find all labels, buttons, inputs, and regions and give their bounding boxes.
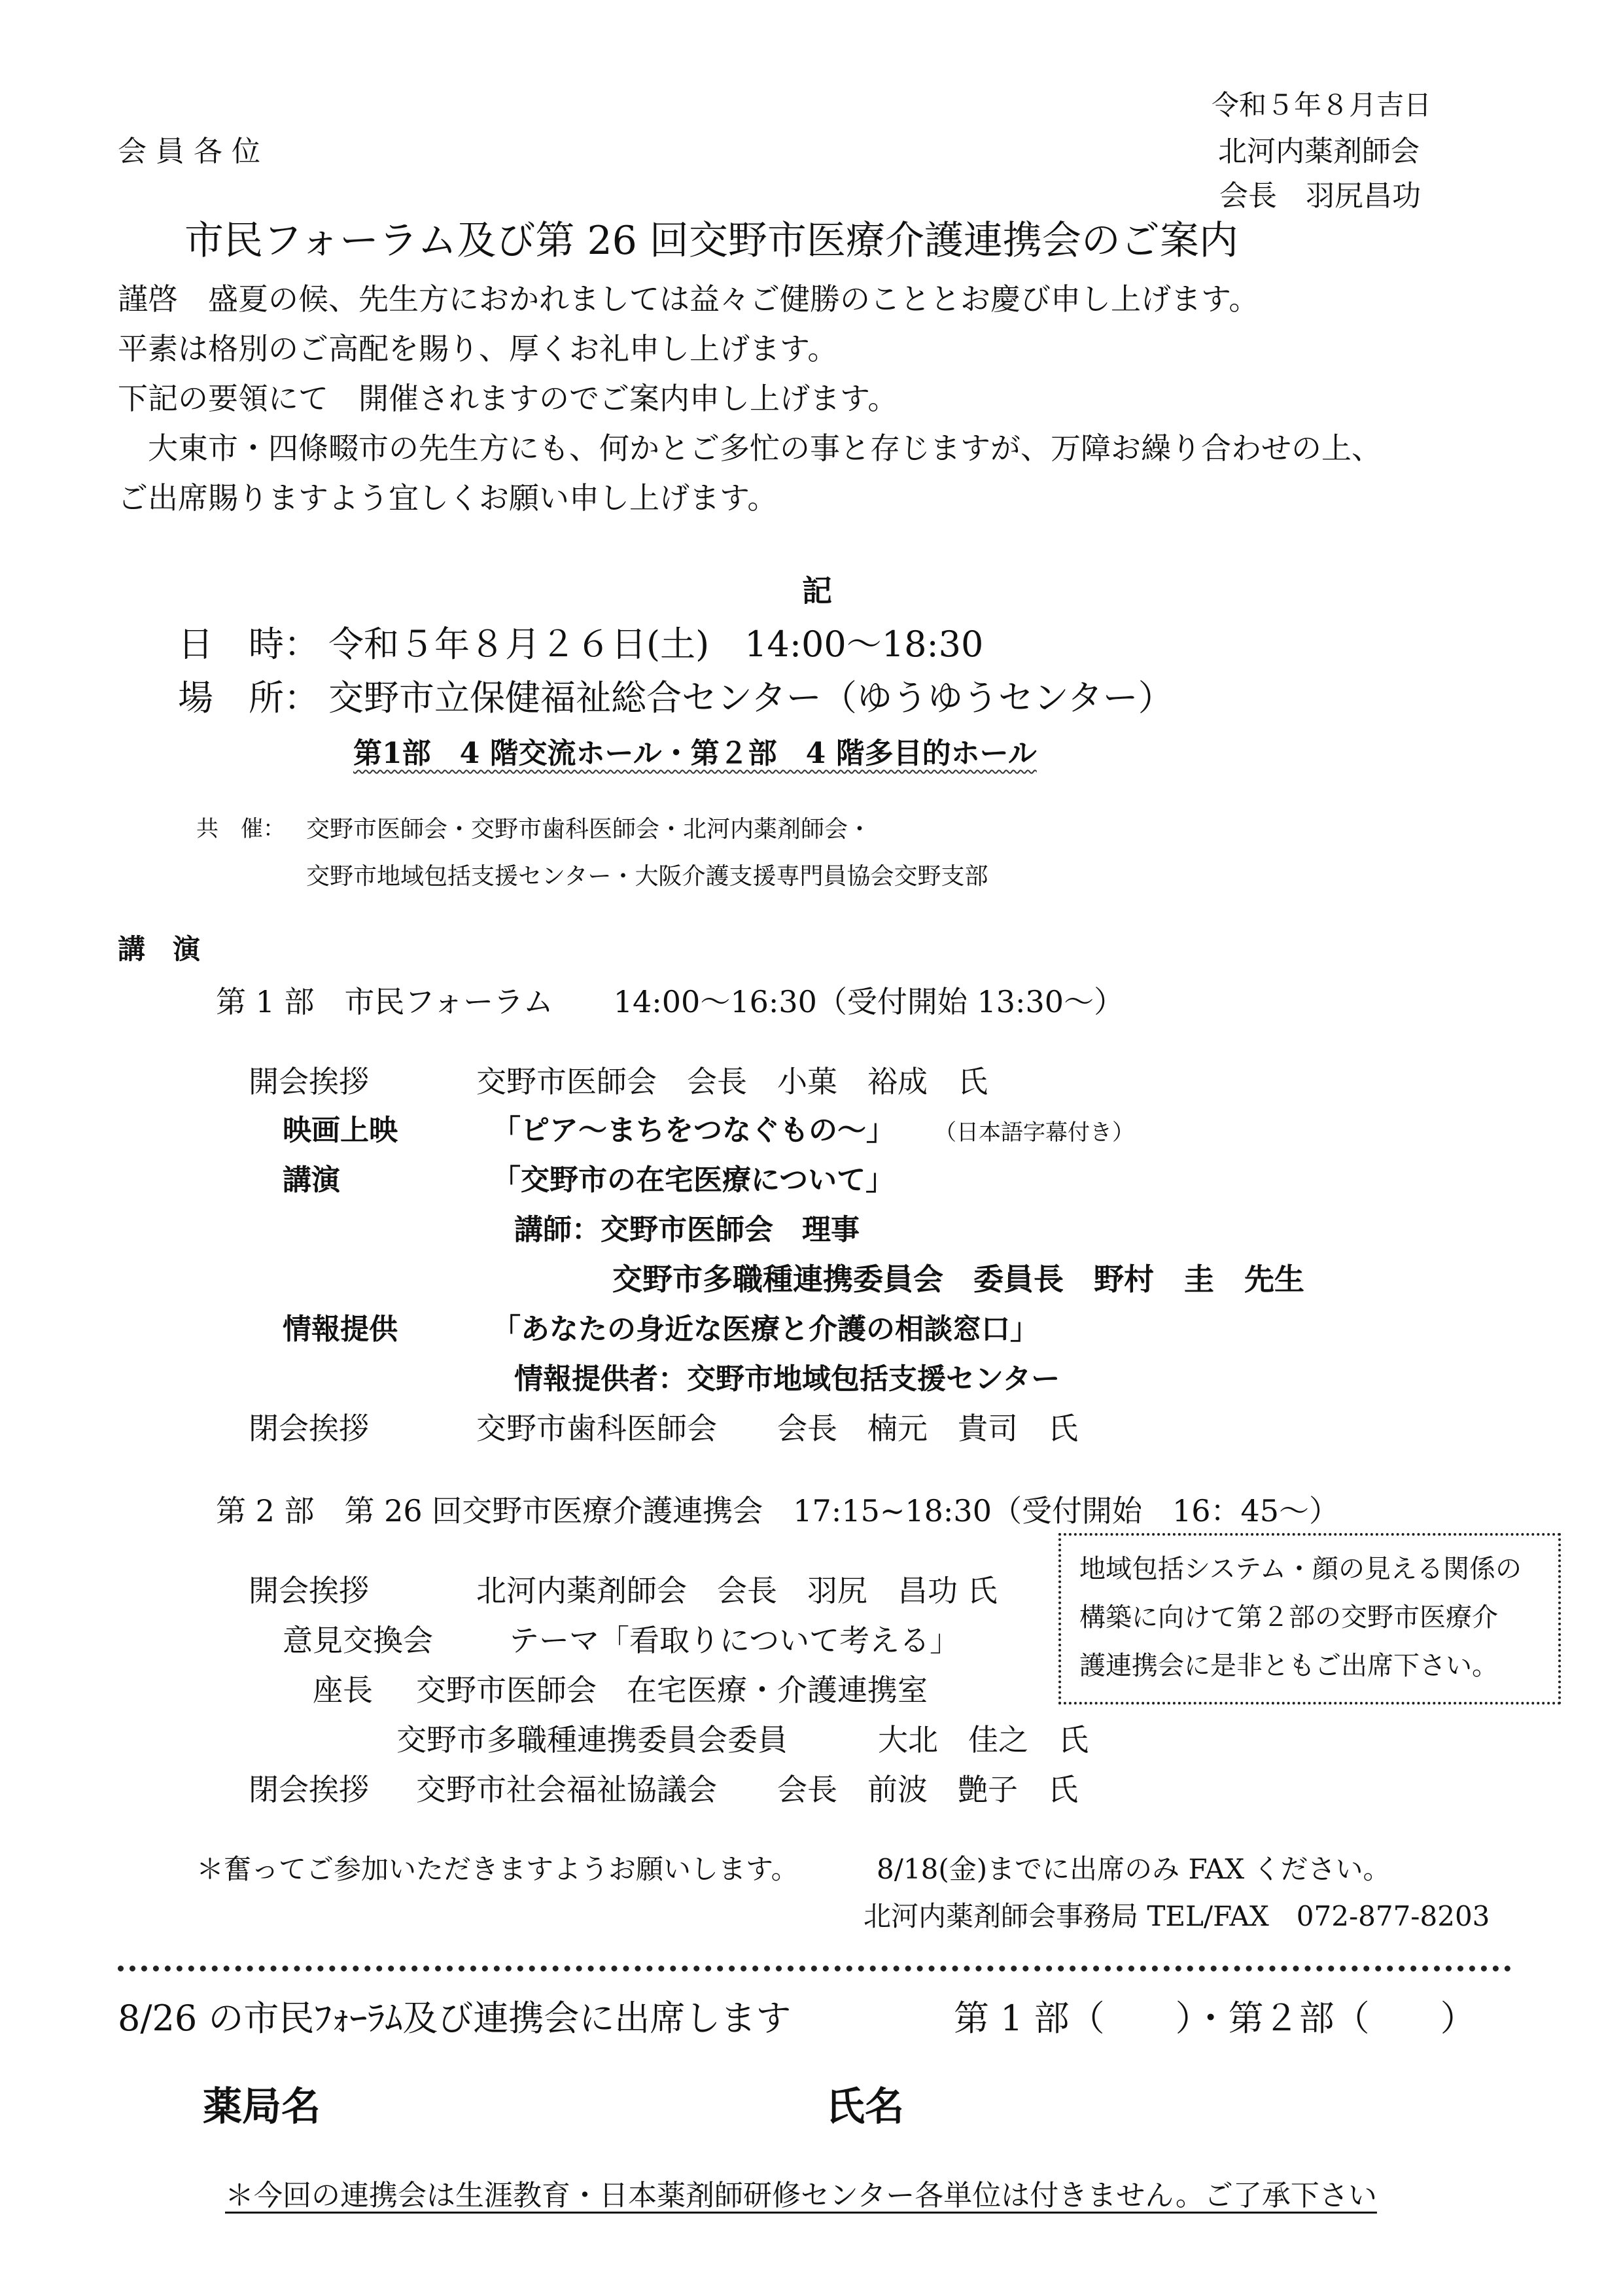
part2-heading: 第 2 部 第 26 回交野市医療介護連携会 17:15~18:30（受付開始 16：45～） bbox=[216, 1493, 1340, 1528]
intro-line-5: ご出席賜りますよう宜しくお願い申し上げます。 bbox=[118, 480, 778, 516]
note-line-1: 地域包括システム・顔の見える関係の bbox=[1079, 1554, 1522, 1584]
part2-closing-text: 交野市社会福祉協議会 会長 前波 艶子 氏 bbox=[416, 1772, 1078, 1807]
part1-lecture-text: 「交野市の在宅医療について」 bbox=[492, 1163, 895, 1197]
note-line-3: 護連携会に是非ともご出席下さい。 bbox=[1079, 1651, 1498, 1681]
intro-line-4: 大東市・四條畷市の先生方にも、何かとご多忙の事と存じますが、万障お繰り合わせの上、 bbox=[118, 431, 1382, 466]
part1-opening-text: 交野市医師会 会長 小菓 裕成 氏 bbox=[476, 1064, 988, 1099]
part2-closing-label: 閉会挨拶 bbox=[249, 1772, 369, 1807]
contact: 北河内薬剤師会事務局 TEL/FAX 072-877-8203 bbox=[864, 1900, 1490, 1932]
place-value: 交野市立保健福祉総合センター（ゆうゆうセンター） bbox=[328, 677, 1174, 718]
part2-discussion-label: 意見交換会 bbox=[283, 1623, 433, 1658]
place-label: 場 所： bbox=[178, 677, 319, 718]
intro-line-3: 下記の要領にて 開催されますのでご案内申し上げます。 bbox=[118, 381, 898, 416]
part1-film-note: （日本語字幕付き） bbox=[934, 1120, 1134, 1146]
ki-heading: 記 bbox=[802, 573, 832, 609]
footnote: ＊今回の連携会は生涯教育・日本薬剤師研修センター各単位は付きません。ご了承下さい bbox=[225, 2179, 1377, 2212]
page-title: 市民フォーラム及び第 26 回交野市医療介護連携会のご案内 bbox=[184, 218, 1238, 264]
part2-chair-label: 座長 bbox=[313, 1672, 373, 1708]
part1-info-provider: 情報提供者：交野市地域包括支援センター bbox=[514, 1362, 1060, 1396]
date: 令和５年８月吉日 bbox=[1212, 89, 1432, 121]
part2-chair-name: 交野市多職種連携委員会委員 大北 佳之 氏 bbox=[396, 1722, 1089, 1757]
part1-closing-label: 閉会挨拶 bbox=[249, 1411, 369, 1446]
part1-lecturer-title: 交野市多職種連携委員会 委員長 野村 圭 先生 bbox=[612, 1262, 1304, 1297]
lecture-heading: 講 演 bbox=[118, 933, 201, 965]
cut-line bbox=[118, 1966, 1511, 1971]
part1-info-text: 「あなたの身近な医療と介護の相談窓口」 bbox=[492, 1313, 1039, 1346]
halls: 第1部 4 階交流ホール・第２部 4 階多目的ホール bbox=[353, 737, 1037, 770]
date-label: 日 時： bbox=[178, 624, 319, 665]
note-line-2: 構築に向けて第２部の交野市医療介 bbox=[1079, 1602, 1498, 1633]
part1-info-label: 情報提供 bbox=[283, 1313, 398, 1346]
part1-opening-label: 開会挨拶 bbox=[249, 1064, 369, 1099]
part1-film-label: 映画上映 bbox=[283, 1114, 398, 1147]
cohost-label: 共 催： bbox=[196, 816, 285, 842]
part1-lecturer: 講師：交野市医師会 理事 bbox=[514, 1213, 860, 1246]
part1-lecture-label: 講演 bbox=[283, 1163, 340, 1197]
part2-opening-text: 北河内薬剤師会 会長 羽尻 昌功 氏 bbox=[476, 1573, 998, 1608]
pharmacy-label: 薬局名 bbox=[203, 2084, 321, 2130]
parts-checkboxes[interactable]: 第 1 部（ ）・第２部（ ） bbox=[954, 1998, 1476, 2039]
addressee: 会員各位 bbox=[118, 135, 270, 168]
intro-line-2: 平素は格別のご高配を賜り、厚くお礼申し上げます。 bbox=[118, 331, 838, 366]
part1-closing-text: 交野市歯科医師会 会長 楠元 貴司 氏 bbox=[476, 1411, 1078, 1446]
part2-opening-label: 開会挨拶 bbox=[249, 1573, 369, 1608]
cohost-line-1: 交野市医師会・交野市歯科医師会・北河内薬剤師会・ bbox=[306, 816, 872, 843]
cohost-line-2: 交野市地域包括支援センター・大阪介護支援専門員協会交野支部 bbox=[306, 863, 988, 890]
part2-chair-text: 交野市医師会 在宅医療・介護連携室 bbox=[416, 1672, 928, 1708]
fax-deadline: 8/18(金)までに出席のみ FAX ください。 bbox=[877, 1853, 1391, 1885]
part1-film-text: 「ピア～まちをつなぐもの～」 bbox=[492, 1114, 895, 1147]
date-value: 令和５年８月２６日(土) 14:00～18:30 bbox=[328, 624, 984, 665]
part2-discussion-text: テーマ「看取りについて考える」 bbox=[509, 1623, 960, 1658]
org-name: 北河内薬剤師会 bbox=[1218, 135, 1420, 168]
part1-heading: 第 1 部 市民フォーラム 14:00～16:30（受付開始 13:30～） bbox=[216, 984, 1125, 1019]
president-name: 会長 羽尻昌功 bbox=[1219, 179, 1421, 213]
request-text: ＊奮ってご参加いただきますようお願いします。 bbox=[196, 1853, 799, 1885]
intro-line-1: 謹啓 盛夏の候、先生方におかれましては益々ご健勝のこととお慶び申し上げます。 bbox=[118, 281, 1259, 317]
attend-statement: 8/26 の市民ﾌｫｰﾗﾑ及び連携会に出席します bbox=[118, 1998, 792, 2039]
name-label: 氏名 bbox=[826, 2084, 904, 2130]
